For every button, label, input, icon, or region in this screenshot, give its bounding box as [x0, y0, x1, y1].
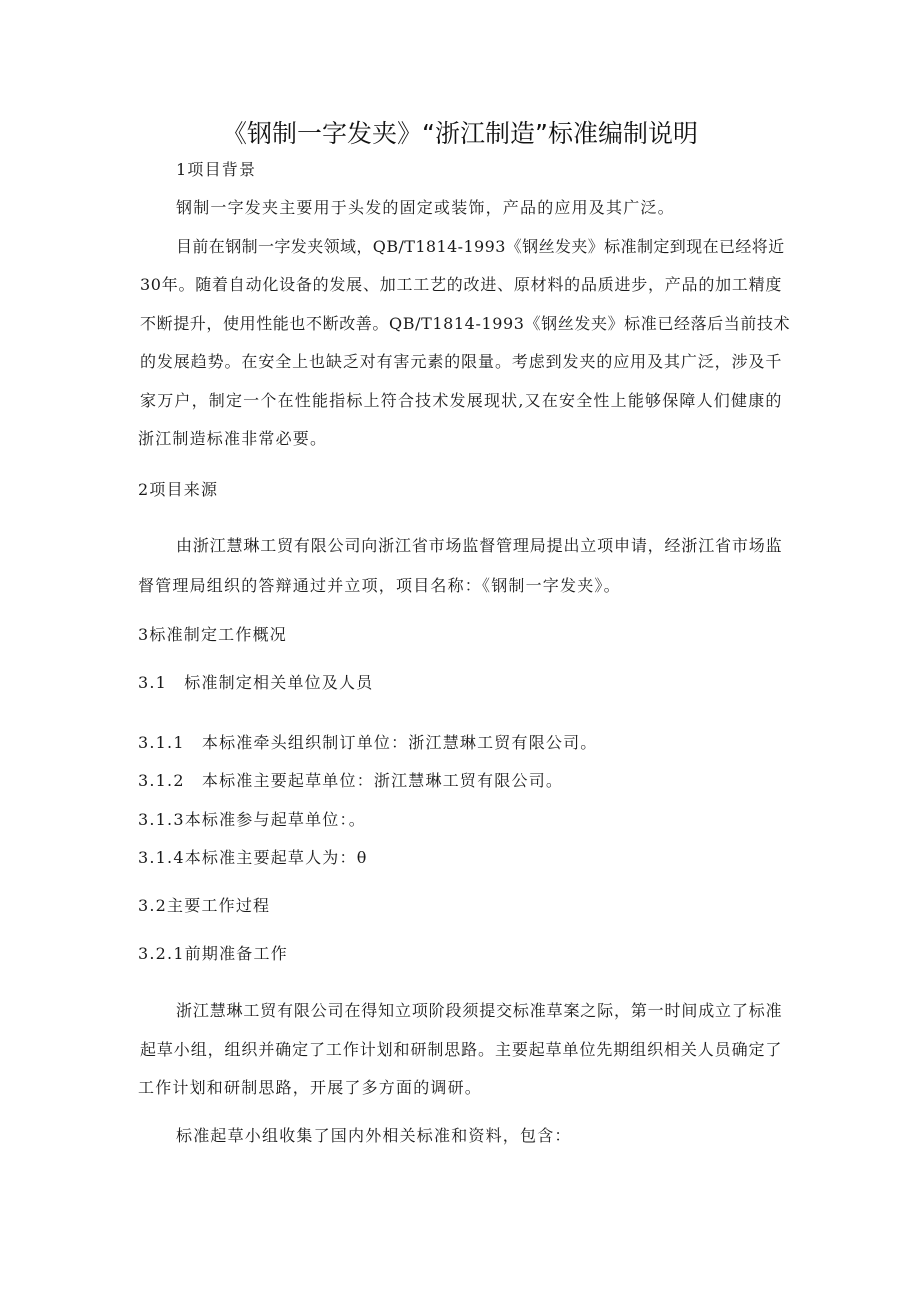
section-2-paragraph-line-2: 督管理局组织的答辩通过并立项，项目名称：《钢制一字发夹》。 — [138, 576, 621, 595]
section-1-paragraph-2-line-3: 不断提升，使用性能也不断改善。QB/T1814-1993《钢丝发夹》标准已经落后当前技术 — [140, 314, 791, 333]
item-3-1-4: 3.1.4本标准主要起草人为：θ — [138, 848, 368, 867]
section-1-heading: 1项目背景 — [176, 160, 257, 179]
document-title: 《钢制一字发夹》“浙江制造”标准编制说明 — [222, 119, 698, 148]
section-1-paragraph-2-line-4: 的发展趋势。在安全上也缺乏对有害元素的限量。考虑到发夹的应用及其广泛，涉及千 — [140, 352, 782, 371]
section-3-2-1-paragraph-2: 标准起草小组收集了国内外相关标准和资料，包含： — [176, 1126, 572, 1145]
section-3-2-1-paragraph-line-1: 浙江慧琳工贸有限公司在得知立项阶段须提交标准草案之际，第一时间成立了标准 — [176, 1001, 782, 1020]
section-3-2-1-paragraph-line-3: 工作计划和研制思路，开展了多方面的调研。 — [138, 1078, 483, 1097]
section-2-heading: 2项目来源 — [138, 480, 219, 499]
section-1-paragraph-2-line-2: 30年。随着自动化设备的发展、加工工艺的改进、原材料的品质进步，产品的加工精度 — [140, 275, 782, 294]
section-3-1-heading: 3.1 标准制定相关单位及人员 — [138, 673, 374, 692]
section-1-paragraph-2-line-6: 浙江制造标准非常必要。 — [138, 429, 328, 448]
section-1-paragraph-1: 钢制一字发夹主要用于头发的固定或装饰，产品的应用及其广泛。 — [176, 198, 675, 217]
section-1-paragraph-2-line-5: 家万户，制定一个在性能指标上符合技术发展现状,又在安全性上能够保障人们健康的 — [140, 391, 782, 410]
section-3-heading: 3标准制定工作概况 — [138, 625, 287, 644]
item-3-1-2: 3.1.2 本标准主要起草单位：浙江慧琳工贸有限公司。 — [138, 771, 564, 790]
section-3-2-1-paragraph-line-2: 起草小组，组织并确定了工作计划和研制思路。主要起草单位先期组织相关人员确定了 — [140, 1040, 782, 1059]
section-3-2-heading: 3.2主要工作过程 — [138, 896, 271, 915]
item-3-1-1: 3.1.1 本标准牵头组织制订单位：浙江慧琳工贸有限公司。 — [138, 733, 598, 752]
section-2-paragraph-line-1: 由浙江慧琳工贸有限公司向浙江省市场监督管理局提出立项申请，经浙江省市场监 — [176, 536, 782, 555]
section-3-2-1-heading: 3.2.1前期准备工作 — [138, 944, 288, 963]
section-1-paragraph-2-line-1: 目前在钢制一字发夹领域，QB/T1814-1993《钢丝发夹》标准制定到现在已经将近 — [176, 237, 785, 256]
item-3-1-3: 3.1.3本标准参与起草单位：。 — [138, 810, 366, 829]
